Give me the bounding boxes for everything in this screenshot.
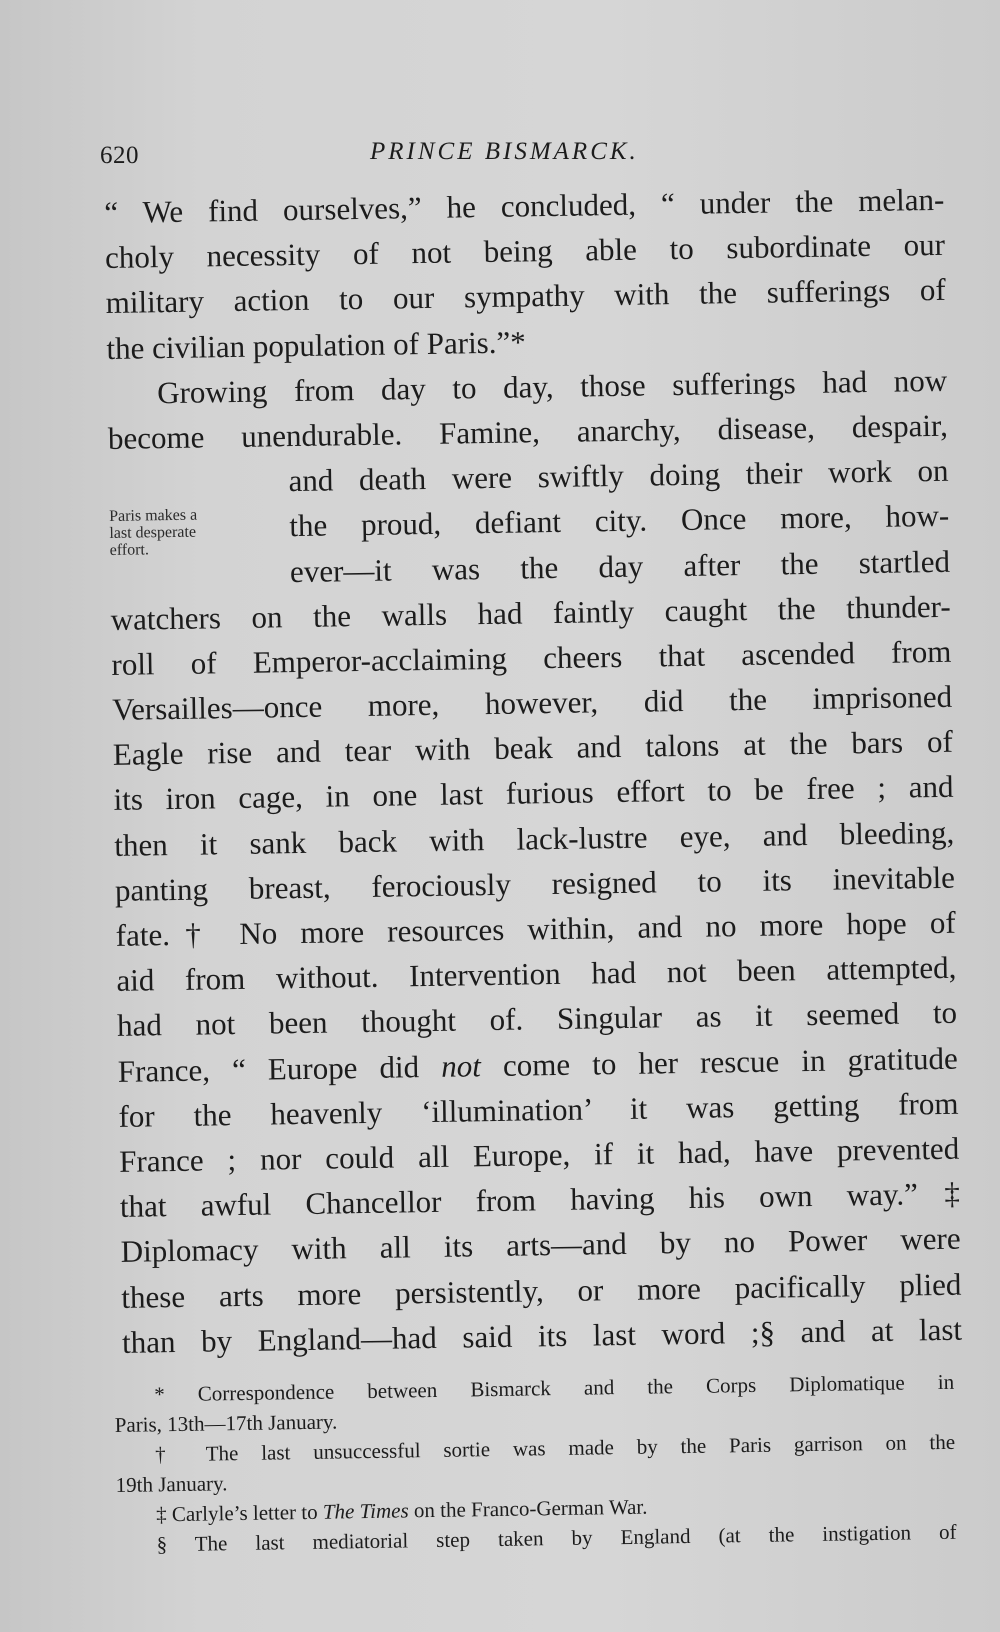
running-head: PRINCE BISMARCK.	[370, 138, 639, 165]
text-line: had not been thought of. Singular as it seemed to	[116, 995, 958, 1044]
margin-note-line: last desperate	[109, 523, 197, 542]
page-header	[100, 134, 930, 174]
text-line: Diplomacy with all its arts—and by no Power were	[120, 1220, 961, 1270]
margin-note-line: Paris makes a	[108, 506, 198, 525]
footnote-line: † The last unsuccessful sortie was made by the Paris garrison on the	[154, 1429, 956, 1467]
text-segment: come to her rescue in gratitude	[502, 1040, 959, 1083]
text-line: than by England—had said its last word ;§ and at last	[121, 1311, 963, 1360]
page-number: 620	[100, 142, 139, 169]
text-line: Eagle rise and tear with beak and talons at the bars of	[112, 723, 954, 773]
emphasis-text: The Times	[322, 1498, 409, 1524]
text-line: then it sank back with lack-lustre eye, and bleeding,	[114, 814, 955, 863]
text-line: panting breast, ferociously resigned to its inevitable	[114, 859, 956, 908]
text-line: military action to our sympathy with the sufferings of	[105, 272, 946, 321]
text-line: fate.† No more resources within, and no more hope of	[115, 904, 956, 953]
text-line: its iron cage, in one last furious effort to be free ; and	[113, 769, 954, 818]
footnote-line: 19th January.	[115, 1471, 228, 1497]
emphasis-text: not	[440, 1047, 482, 1084]
footnote-line: Paris, 13th—17th January.	[114, 1409, 338, 1437]
text-line: Growing from day to day, those sufferings had now	[156, 362, 948, 410]
text-line: choly necessity of not being able to subordinate our	[104, 226, 946, 276]
text-line: aid from without. Intervention had not been attempted,	[116, 949, 957, 999]
text-segment: ‡ Carlyle’s letter to	[155, 1499, 318, 1527]
text-line: ever—it was the day after the startled	[289, 543, 951, 589]
text-line: the civilian population of Paris.”*	[106, 323, 526, 366]
main-text	[104, 177, 962, 1365]
text-line: for the heavenly ‘illumination’ it was getting from	[118, 1085, 959, 1134]
footnote-line: § The last mediatorial step taken by England (at the instigation of	[156, 1519, 957, 1557]
footnotes	[114, 1367, 957, 1560]
text-line: become unendurable. Famine, anarchy, disease, despair,	[107, 407, 949, 456]
margin-note-line: effort.	[109, 541, 150, 559]
text-line: that awful Chancellor from having his own way.”‡	[119, 1175, 961, 1224]
footnote-line: * Correspondence between Bismarck and the Corps Diplomatique in	[154, 1369, 955, 1407]
text-line: Versailles—once more, however, did the imprisoned	[111, 678, 953, 727]
margin-note	[109, 505, 270, 559]
text-line: the proud, defiant city. Once more, how-	[289, 498, 950, 544]
text-line: these arts more persistently, or more pacifically plied	[121, 1266, 962, 1315]
text-segment: on the Franco-German War.	[413, 1494, 648, 1523]
text-line: France ; nor could all Europe, if it had, have prevented	[118, 1130, 960, 1179]
text-line: watchers on the walls had faintly caught the thunder-	[110, 588, 951, 637]
text-line: and death were swiftly doing their work on	[288, 452, 949, 499]
text-segment: France, “ Europe did	[117, 1048, 420, 1089]
text-line: roll of Emperor-acclaiming cheers that ascended from	[111, 633, 952, 682]
text-line: “ We find ourselves,” he concluded, “ under the melan-	[104, 181, 945, 230]
